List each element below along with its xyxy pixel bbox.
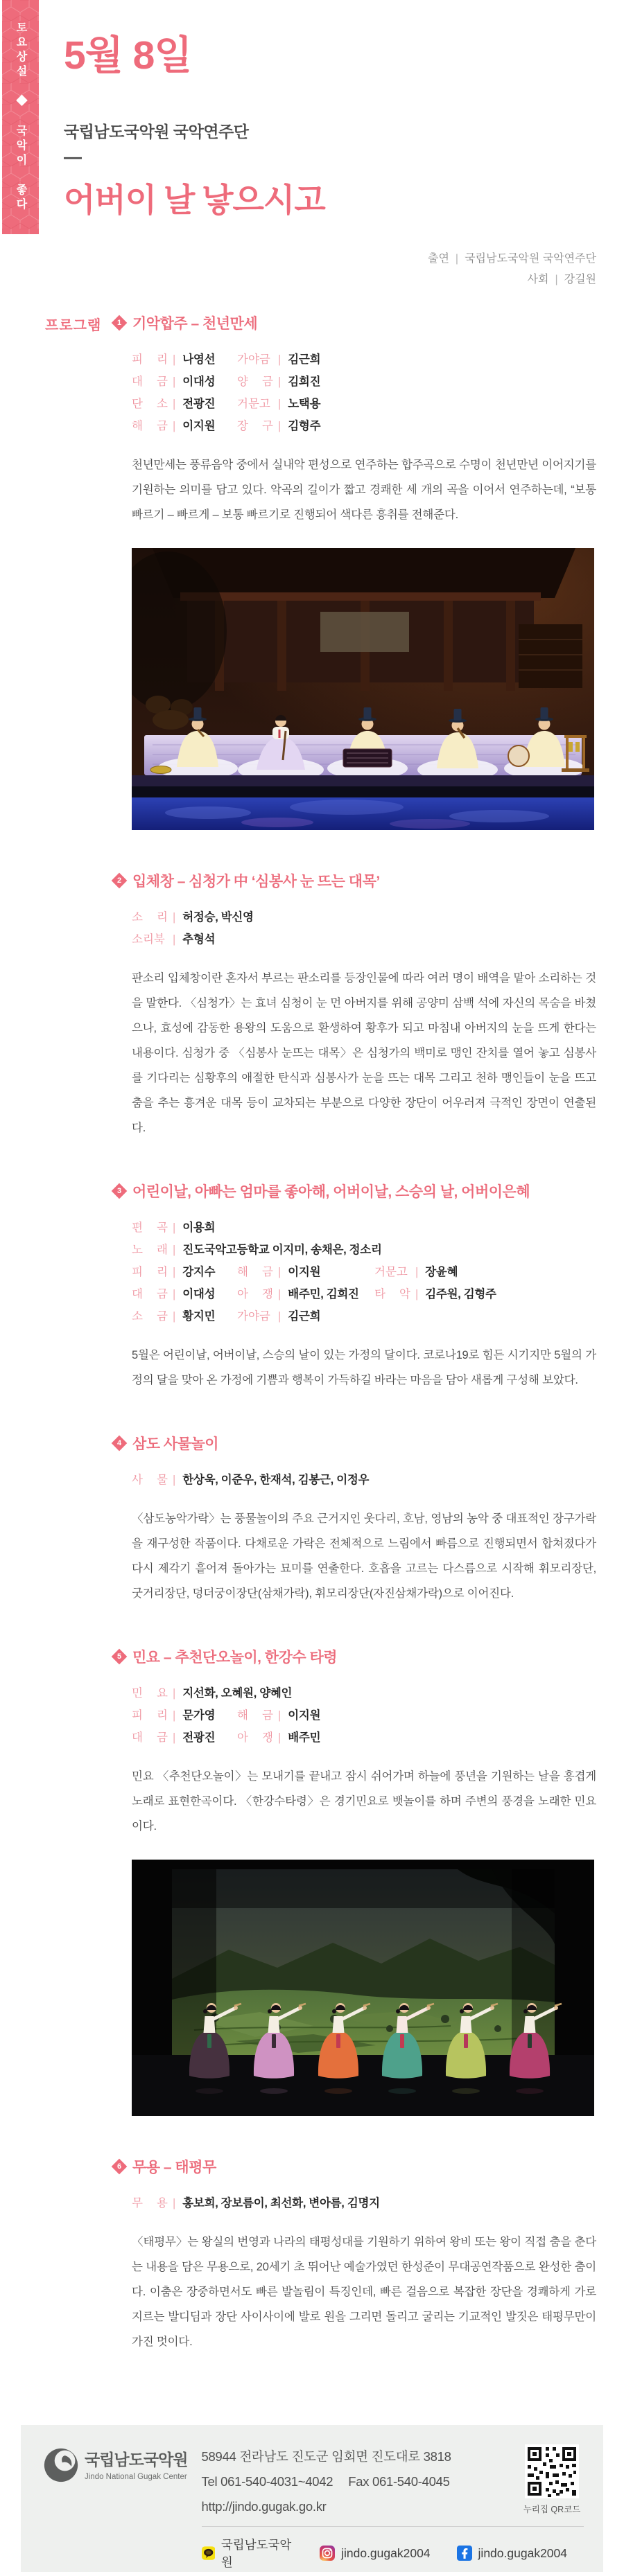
separator: | xyxy=(173,1221,176,1235)
footer-fax: Fax 061-540-4045 xyxy=(348,2474,450,2489)
cast-row xyxy=(132,350,596,367)
separator: | xyxy=(278,420,281,433)
section-title: 입체창 – 심청가 中 ‘심봉사 눈 뜨는 대목’ xyxy=(132,874,380,890)
cast-name: 김근희 xyxy=(288,353,321,367)
separator: | xyxy=(173,1266,176,1279)
cast-row xyxy=(132,1285,596,1301)
separator: | xyxy=(278,353,281,367)
cast-name: 김형주 xyxy=(288,420,321,433)
separator: | xyxy=(278,1731,281,1745)
section-ipchechang xyxy=(116,870,596,1140)
cast-list xyxy=(132,1684,596,1745)
separator: | xyxy=(173,1474,176,1487)
separator: | xyxy=(173,911,176,924)
section-number-badge: 2 xyxy=(112,873,128,889)
separator: | xyxy=(173,398,176,411)
cast-role: 피 리 xyxy=(132,353,168,367)
cast-role: 피 리 xyxy=(132,1266,168,1279)
section-description: 판소리 입체창이란 혼자서 부르는 판소리를 등장인물에 따라 여러 명이 배역을 맡아 소리하는 것을 말한다. 〈심청가〉는 효녀 심청이 눈 먼 아버지를 위해 공양미 삼백 석에 자신의 목숨을 바쳤으나, 효성에 감동한 용왕의 도움으로 환생하여 황후가 되고 마침내 아버지의 눈을 뜨게 한다는 내용이다. 심청가 중 〈심봉사 눈뜨는 대목〉은 심청가의 백미로 맹인 잔치를 열어 놓고 심봉사를 기다리는 심황후의 애절한 탄식과 심봉사가 눈을 뜨는 대목 그리고 천하 맹인들이 눈을 뜨고 춤을 추는 흥겨운 대목 등이 교차되는 부분으로 다양한 장단이 어우러져 극적인 장면이 연출된다. xyxy=(132,972,596,1135)
qr-block xyxy=(520,2444,584,2519)
credit-value: 국립남도국악원 국악연주단 xyxy=(465,253,596,265)
cast-row xyxy=(132,1470,596,1487)
footer-address: 58944 전라남도 진도군 임회면 진도대로 3818 xyxy=(201,2449,451,2464)
section-title: 무용 – 태평무 xyxy=(132,2160,216,2176)
series-badge xyxy=(2,0,39,234)
cast-role: 피 리 xyxy=(132,1709,168,1722)
footer-tel: Tel 061-540-4031~4042 xyxy=(201,2474,333,2489)
cast-row xyxy=(132,930,596,946)
cast-name: 추형석 xyxy=(182,933,216,946)
credit-role: 사회 xyxy=(527,274,549,286)
performance-date: 5월 8일 xyxy=(64,33,192,78)
cast-row xyxy=(132,372,596,389)
cast-row xyxy=(132,1218,596,1235)
section-number-badge: 3 xyxy=(112,1183,128,1199)
cast-name: 진도국악고등학교 이지미, 송채은, 정소리 xyxy=(182,1244,382,1257)
cast-name: 이대성 xyxy=(182,376,216,389)
cast-row xyxy=(132,394,596,411)
stage-photo-dancers xyxy=(132,1860,594,2116)
social-row xyxy=(202,2536,584,2570)
cast-name: 배주민, 김희진 xyxy=(288,1288,359,1301)
separator: | xyxy=(278,1288,281,1301)
separator: | xyxy=(278,1310,281,1323)
separator: | xyxy=(278,1709,281,1722)
separator: | xyxy=(173,1288,176,1301)
show-title: 어버이 날 낳으시고 xyxy=(64,183,325,220)
cast-list xyxy=(132,350,596,433)
cast-name: 강지수 xyxy=(182,1266,216,1279)
cast-name: 이지원 xyxy=(288,1266,321,1279)
separator: | xyxy=(173,1687,176,1700)
cast-role: 가야금 xyxy=(237,1310,270,1323)
section-minyo xyxy=(116,1646,596,2116)
cast-name: 김근희 xyxy=(288,1310,321,1323)
cast-name: 홍보희, 장보름이, 최선화, 변아름, 김명지 xyxy=(182,2197,380,2210)
social-instagram-label: jindo.gugak2004 xyxy=(341,2546,431,2560)
section-number-badge: 5 xyxy=(112,1649,128,1665)
cast-row xyxy=(132,1706,596,1722)
separator: | xyxy=(173,1709,176,1722)
cast-name: 배주민 xyxy=(288,1731,321,1745)
cast-row xyxy=(132,1240,596,1257)
cast-role: 아 쟁 xyxy=(237,1288,273,1301)
section-title: 기악합주 – 천년만세 xyxy=(132,316,258,333)
cast-name: 장윤혜 xyxy=(425,1266,458,1279)
cast-name: 이지원 xyxy=(288,1709,321,1722)
cast-role: 해 금 xyxy=(132,420,168,433)
section-ensemble xyxy=(116,312,596,830)
cast-name: 전광진 xyxy=(182,1731,216,1745)
section-number-badge: 1 xyxy=(112,315,128,331)
cast-role: 해 금 xyxy=(237,1709,273,1722)
masthead xyxy=(0,0,624,290)
cast-role: 아 쟁 xyxy=(237,1731,273,1745)
separator: | xyxy=(173,353,176,367)
cast-name: 노택용 xyxy=(288,398,321,411)
cast-row xyxy=(132,416,596,433)
separator: | xyxy=(173,376,176,389)
cast-name: 한상욱, 이준우, 한재석, 김봉근, 이정우 xyxy=(182,1474,370,1487)
footer-logo-english: Jindo National Gugak Center xyxy=(85,2473,187,2482)
cast-name: 이용희 xyxy=(182,1221,216,1235)
separator: | xyxy=(173,1310,176,1323)
organization-name: 국립남도국악원 국악연주단 xyxy=(64,123,249,141)
cast-role: 사 물 xyxy=(132,1474,168,1487)
cast-list xyxy=(132,1470,596,1487)
footer-contact xyxy=(202,2444,465,2519)
cast-role: 민 요 xyxy=(132,1687,168,1700)
qr-caption: 누리집 QR코드 xyxy=(523,2505,581,2515)
social-instagram xyxy=(320,2546,430,2561)
section-dance xyxy=(116,2156,596,2354)
cast-list xyxy=(132,2194,596,2210)
credit-role: 출연 xyxy=(428,253,449,265)
separator: | xyxy=(173,933,176,946)
separator: | xyxy=(415,1266,419,1279)
section-number-badge: 4 xyxy=(112,1436,128,1452)
social-kakao-label: 국립남도국악원 xyxy=(220,2538,292,2570)
cast-role: 양 금 xyxy=(237,376,273,389)
cast-name: 지선화, 오혜원, 양혜인 xyxy=(182,1687,293,1700)
series-badge-label: 토요상설 ◆ 국악이 좋다 xyxy=(15,21,26,213)
cast-row xyxy=(132,1262,596,1279)
cast-role: 거문고 xyxy=(374,1266,408,1279)
cast-row xyxy=(132,1728,596,1745)
separator: | xyxy=(173,2197,176,2210)
cast-name: 이대성 xyxy=(182,1288,216,1301)
separator: | xyxy=(278,1266,281,1279)
cast-list xyxy=(132,908,596,946)
credit-line xyxy=(64,249,596,270)
cast-role: 무 용 xyxy=(132,2197,168,2210)
cast-row xyxy=(132,908,596,924)
footer-logo-korean: 국립남도국악원 xyxy=(85,2451,188,2469)
social-facebook-label: jindo.gugak2004 xyxy=(478,2546,567,2560)
cast-name: 김희진 xyxy=(288,376,321,389)
gugak-center-logo-icon xyxy=(43,2447,79,2483)
footer-website-url: http://jindo.gugak.go.kr xyxy=(201,2499,327,2514)
section-family-songs xyxy=(116,1181,596,1393)
cast-name: 문가영 xyxy=(182,1709,216,1722)
cast-role: 가야금 xyxy=(237,353,270,367)
credit-line xyxy=(64,270,596,290)
section-description: 〈삼도농악가락〉는 풍물놀이의 주요 근거지인 웃다리, 호남, 영남의 농악 중 대표적인 장구가락을 재구성한 작품이다. 다채로운 가락은 전체적으로 느림에서 빠름으로 진행되면서 합쳐졌다가 다시 제각기 흩어져 돌아가는 묘미를 연출한다. 호흡을 고르는 다스름으로 시작해 휘모리장단, 굿거리장단, 덩더궁이장단(삼채가락), 휘모리장단(자진삼채가락)으로 이어진다. xyxy=(132,1512,596,1600)
cast-role: 타 악 xyxy=(374,1288,410,1301)
footer-logo xyxy=(43,2444,188,2576)
cast-role: 소 금 xyxy=(132,1310,168,1323)
section-description: 천년만세는 풍류음악 중에서 실내악 편성으로 연주하는 합주곡으로 수명이 천년만년 이어지기를 기원하는 의미를 담고 있다. 악곡의 길이가 짧고 경쾌한 세 개의 곡을 이어서 연주하는데, “보통 빠르기 – 빠르게 – 보통 빠르기로 진행되어 색다른 흥취를 전해준다. xyxy=(132,459,596,522)
cast-list xyxy=(132,1218,596,1323)
footer-divider xyxy=(202,2526,584,2527)
section-description: 〈태평무〉는 왕실의 번영과 나라의 태평성대를 기원하기 위하여 왕비 또는 왕이 직접 춤을 춘다는 내용을 담은 무용으로, 20세기 초 뛰어난 예술가였던 한성준이 무대공연작품으로 완성한 춤이다. 이춤은 장중하면서도 빠른 발놀림이 특징인데, 빠른 걸음으로 복잡한 장단을 경쾌하게 가로지르는 발디딤과 장단 사이사이에 발로 원을 그리면 돌리고 굴리는 기교적인 발짓은 태평무만이 가진 멋이다. xyxy=(132,2236,596,2349)
section-title: 민요 – 추천단오놀이, 한강수 타령 xyxy=(132,1650,338,1666)
cast-role: 거문고 xyxy=(237,398,270,411)
section-number-badge: 6 xyxy=(112,2159,128,2175)
cast-row xyxy=(132,2194,596,2210)
cast-name: 전광진 xyxy=(182,398,216,411)
separator: | xyxy=(173,1731,176,1745)
program xyxy=(0,312,624,2394)
cast-row xyxy=(132,1684,596,1700)
separator: | xyxy=(415,1288,419,1301)
cast-role: 대 금 xyxy=(132,1731,168,1745)
separator: | xyxy=(455,253,459,265)
cast-row xyxy=(132,1307,596,1323)
cast-role: 대 금 xyxy=(132,376,168,389)
instagram-icon xyxy=(320,2546,335,2561)
facebook-icon xyxy=(457,2546,472,2561)
social-kakao xyxy=(202,2536,294,2570)
cast-name: 허정승, 박신영 xyxy=(182,911,254,924)
kakaotalk-icon xyxy=(202,2546,215,2561)
cast-name: 이지원 xyxy=(182,420,216,433)
stage-photo-ensemble xyxy=(132,548,594,830)
section-description: 민요 〈추천단오놀이〉는 모내기를 끝내고 잠시 쉬어가며 하늘에 풍년을 기원하는 날을 흥겹게 노래로 표현한곡이다. 〈한강수타령〉은 경기민요로 뱃놀이를 하며 주변의 풍경을 노래한 민요이다. xyxy=(132,1770,596,1833)
cast-role: 소리북 xyxy=(132,933,165,946)
separator: | xyxy=(555,274,558,286)
credit-value: 강길원 xyxy=(564,274,596,286)
footer xyxy=(21,2425,603,2572)
cast-role: 장 구 xyxy=(237,420,273,433)
cast-role: 단 소 xyxy=(132,398,168,411)
separator: | xyxy=(173,1244,176,1257)
cast-role: 소 리 xyxy=(132,911,168,924)
section-title: 삼도 사물놀이 xyxy=(132,1436,219,1453)
cast-name: 나영선 xyxy=(182,353,216,367)
section-title: 어린이날, 아빠는 엄마를 좋아해, 어버이날, 스승의 날, 어버이은혜 xyxy=(132,1184,530,1201)
separator: | xyxy=(278,398,281,411)
cast-role: 대 금 xyxy=(132,1288,168,1301)
cast-name: 황지민 xyxy=(182,1310,216,1323)
program-label: 프로그램 xyxy=(45,318,102,334)
section-description: 5월은 어린이날, 어버이날, 스승의 날이 있는 가정의 달이다. 코로나19로 힘든 시기지만 5월의 가정의 달을 맞아 온 가정에 기쁨과 행복이 가득하길 바라는 마음을 담아 새롭게 구성해 보았다. xyxy=(132,1349,596,1387)
cast-role: 해 금 xyxy=(237,1266,273,1279)
separator: | xyxy=(278,376,281,389)
qr-code xyxy=(525,2444,579,2498)
dash-divider: — xyxy=(64,146,82,167)
social-facebook xyxy=(457,2546,567,2561)
section-samulnori xyxy=(116,1433,596,1606)
separator: | xyxy=(173,420,176,433)
cast-name: 김주원, 김형주 xyxy=(425,1288,496,1301)
cast-role: 편 곡 xyxy=(132,1221,168,1235)
cast-role: 노 래 xyxy=(132,1244,168,1257)
credits xyxy=(64,249,596,290)
